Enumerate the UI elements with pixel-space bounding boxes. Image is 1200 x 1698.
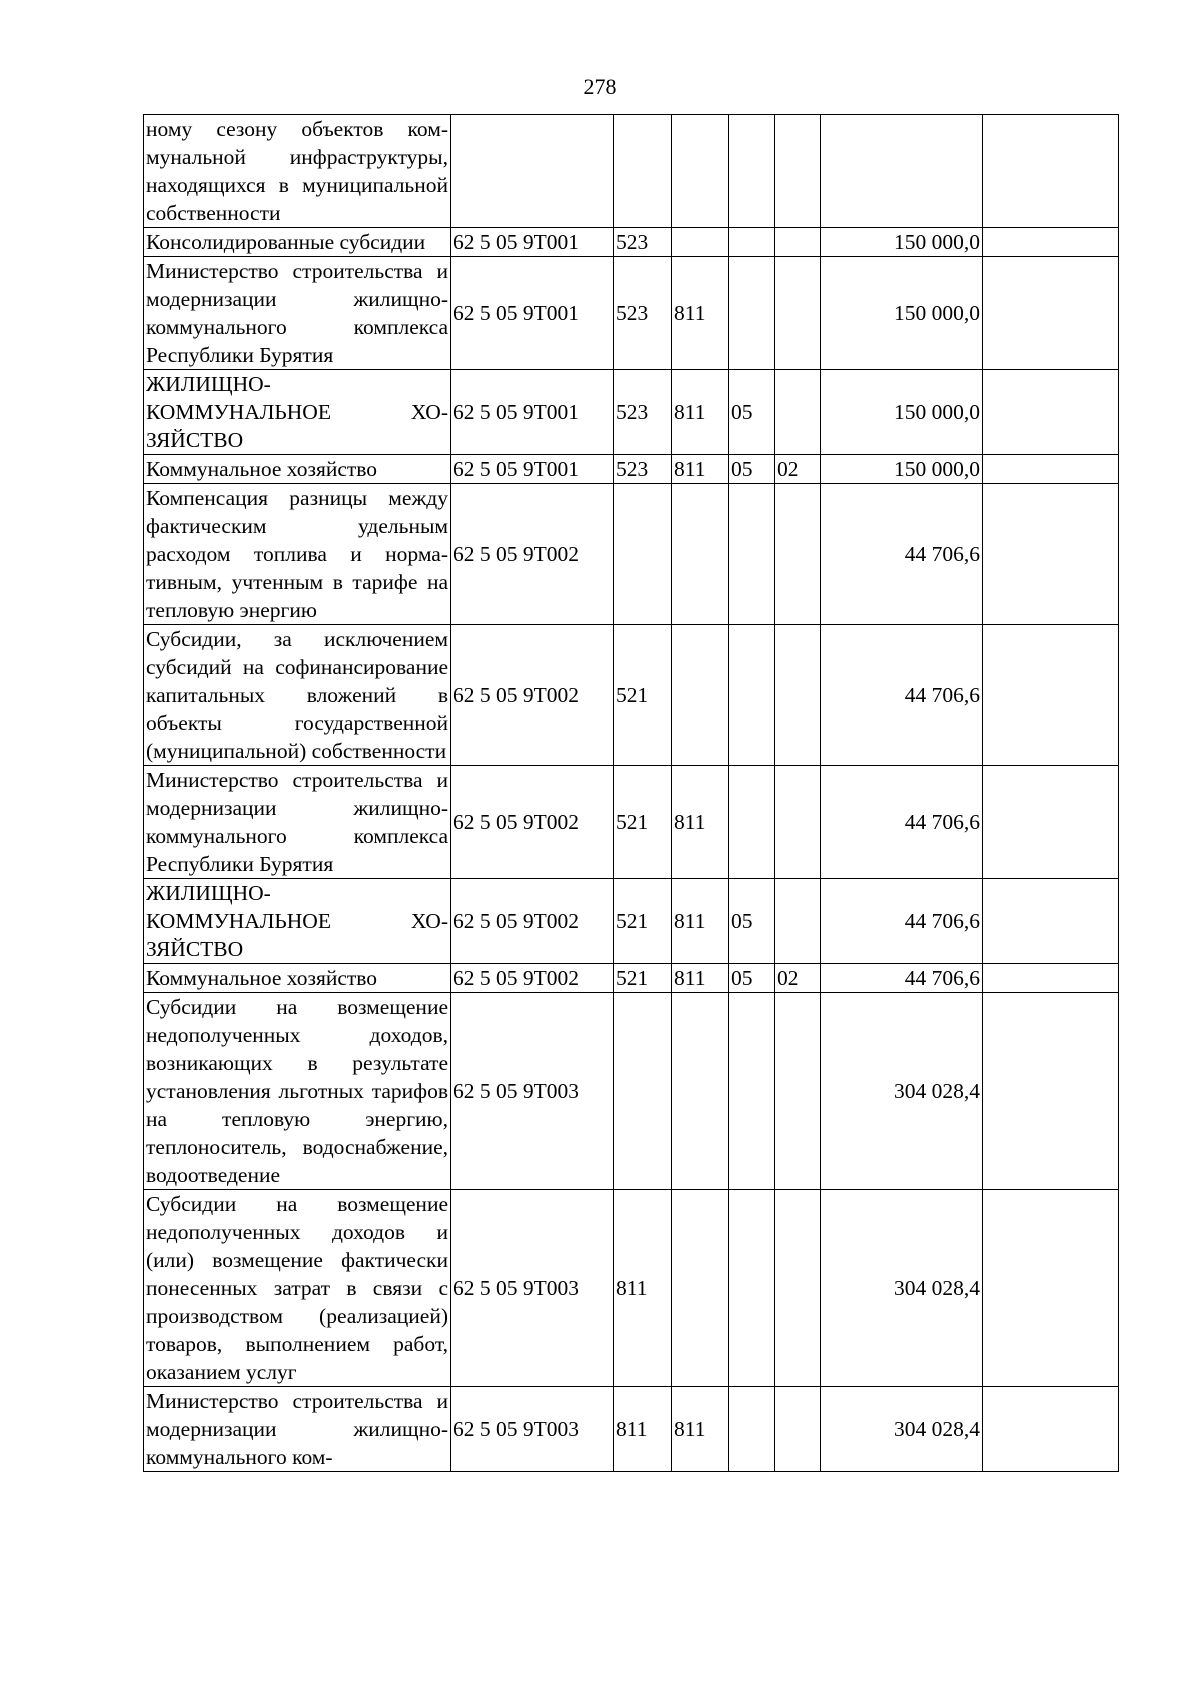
amount-cell: 44 706,6 [821,964,983,993]
expense-type-cell: 523 [614,228,672,257]
target-code-cell: 62 5 05 9Т001 [451,228,614,257]
ministry-code-cell [672,993,729,1190]
expense-type-cell: 523 [614,455,672,484]
subsection-cell [775,228,821,257]
ministry-code-cell: 811 [672,1387,729,1472]
row-name-cell: Министерство строительства и модернизации жилищно-коммунального ком- [144,1387,451,1472]
extra-cell [983,115,1119,228]
ministry-code-cell: 811 [672,455,729,484]
subsection-cell [775,1387,821,1472]
subsection-cell: 02 [775,455,821,484]
target-code-cell: 62 5 05 9Т002 [451,879,614,964]
section-cell [729,993,775,1190]
target-code-cell: 62 5 05 9Т001 [451,455,614,484]
budget-table [143,114,1119,1472]
extra-cell [983,1387,1119,1472]
table-row [144,257,1119,370]
expense-type-cell: 523 [614,257,672,370]
target-code-cell: 62 5 05 9Т003 [451,1190,614,1387]
target-code-cell: 62 5 05 9Т002 [451,484,614,625]
extra-cell [983,625,1119,766]
table-row [144,1387,1119,1472]
row-name-cell: ЖИЛИЩНО-КОММУНАЛЬНОЕ ХОЗЯЙСТВО [144,879,451,964]
section-cell [729,1190,775,1387]
amount-cell: 304 028,4 [821,1387,983,1472]
ministry-code-cell: 811 [672,766,729,879]
table-row [144,228,1119,257]
section-cell [729,484,775,625]
amount-cell: 150 000,0 [821,228,983,257]
ministry-code-cell: 811 [672,964,729,993]
amount-cell: 304 028,4 [821,1190,983,1387]
section-cell [729,115,775,228]
amount-cell: 44 706,6 [821,625,983,766]
amount-cell [821,115,983,228]
subsection-cell [775,625,821,766]
expense-type-cell: 811 [614,1387,672,1472]
expense-type-cell [614,993,672,1190]
amount-cell: 150 000,0 [821,455,983,484]
ministry-code-cell [672,228,729,257]
table-row [144,1190,1119,1387]
expense-type-cell [614,484,672,625]
row-name-cell: Консолидированные субсидии [144,228,451,257]
extra-cell [983,257,1119,370]
row-name-cell: Коммунальное хозяйство [144,455,451,484]
target-code-cell: 62 5 05 9Т001 [451,370,614,455]
table-row [144,964,1119,993]
subsection-cell [775,993,821,1190]
ministry-code-cell: 811 [672,370,729,455]
table-row [144,625,1119,766]
ministry-code-cell: 811 [672,879,729,964]
section-cell [729,766,775,879]
expense-type-cell: 521 [614,625,672,766]
amount-cell: 44 706,6 [821,879,983,964]
ministry-code-cell [672,484,729,625]
row-name-cell: Субсидии, за исключением субсидий на софинансирование капитальных вложений в объекты государственной (муниципальной) собственности [144,625,451,766]
section-cell: 05 [729,964,775,993]
target-code-cell: 62 5 05 9Т003 [451,993,614,1190]
subsection-cell [775,370,821,455]
table-row [144,484,1119,625]
target-code-cell: 62 5 05 9Т002 [451,625,614,766]
amount-cell: 44 706,6 [821,484,983,625]
table-row [144,455,1119,484]
extra-cell [983,228,1119,257]
subsection-cell [775,115,821,228]
expense-type-cell [614,115,672,228]
extra-cell [983,455,1119,484]
amount-cell: 304 028,4 [821,993,983,1190]
subsection-cell [775,257,821,370]
ministry-code-cell: 811 [672,257,729,370]
section-cell: 05 [729,370,775,455]
expense-type-cell: 521 [614,964,672,993]
section-cell [729,625,775,766]
target-code-cell: 62 5 05 9Т003 [451,1387,614,1472]
extra-cell [983,993,1119,1190]
amount-cell: 150 000,0 [821,370,983,455]
row-name-cell: ЖИЛИЩНО-КОММУНАЛЬНОЕ ХОЗЯЙСТВО [144,370,451,455]
extra-cell [983,484,1119,625]
amount-cell: 44 706,6 [821,766,983,879]
row-name-cell: Субсидии на возмещение недополученных доходов, возникающих в результате установления льготных тарифов на тепловую энергию, теплоноситель, водоснабжение, водоотведение [144,993,451,1190]
expense-type-cell: 811 [614,1190,672,1387]
row-name-cell: Министерство строительства и модернизации жилищно-коммунального комплекса Республики Бурятия [144,766,451,879]
extra-cell [983,766,1119,879]
section-cell: 05 [729,455,775,484]
subsection-cell [775,484,821,625]
row-name-cell: Компенсация разницы между фактическим удельным расходом топлива и нормативным, учтенным в тарифе на тепловую энергию [144,484,451,625]
table-row [144,993,1119,1190]
target-code-cell: 62 5 05 9Т002 [451,766,614,879]
row-name-cell: ному сезону объектов коммунальной инфраструктуры, находящихся в муниципальной собственности [144,115,451,228]
table-row [144,115,1119,228]
target-code-cell [451,115,614,228]
row-name-cell: Министерство строительства и модернизации жилищно-коммунального комплекса Республики Бурятия [144,257,451,370]
expense-type-cell: 521 [614,879,672,964]
subsection-cell: 02 [775,964,821,993]
table-body [144,115,1119,1472]
ministry-code-cell [672,625,729,766]
row-name-cell: Коммунальное хозяйство [144,964,451,993]
extra-cell [983,964,1119,993]
target-code-cell: 62 5 05 9Т001 [451,257,614,370]
expense-type-cell: 521 [614,766,672,879]
subsection-cell [775,879,821,964]
section-cell [729,228,775,257]
ministry-code-cell [672,1190,729,1387]
extra-cell [983,370,1119,455]
ministry-code-cell [672,115,729,228]
extra-cell [983,1190,1119,1387]
row-name-cell: Субсидии на возмещение недополученных доходов и (или) возмещение фактически понесенных затрат в связи с производством (реализацией) товаров, выполнением работ, оказанием услуг [144,1190,451,1387]
table-row [144,879,1119,964]
page-number: 278 [583,74,617,99]
section-cell [729,257,775,370]
section-cell: 05 [729,879,775,964]
amount-cell: 150 000,0 [821,257,983,370]
expense-type-cell: 523 [614,370,672,455]
subsection-cell [775,766,821,879]
extra-cell [983,879,1119,964]
table-row [144,766,1119,879]
target-code-cell: 62 5 05 9Т002 [451,964,614,993]
section-cell [729,1387,775,1472]
subsection-cell [775,1190,821,1387]
table-row [144,370,1119,455]
